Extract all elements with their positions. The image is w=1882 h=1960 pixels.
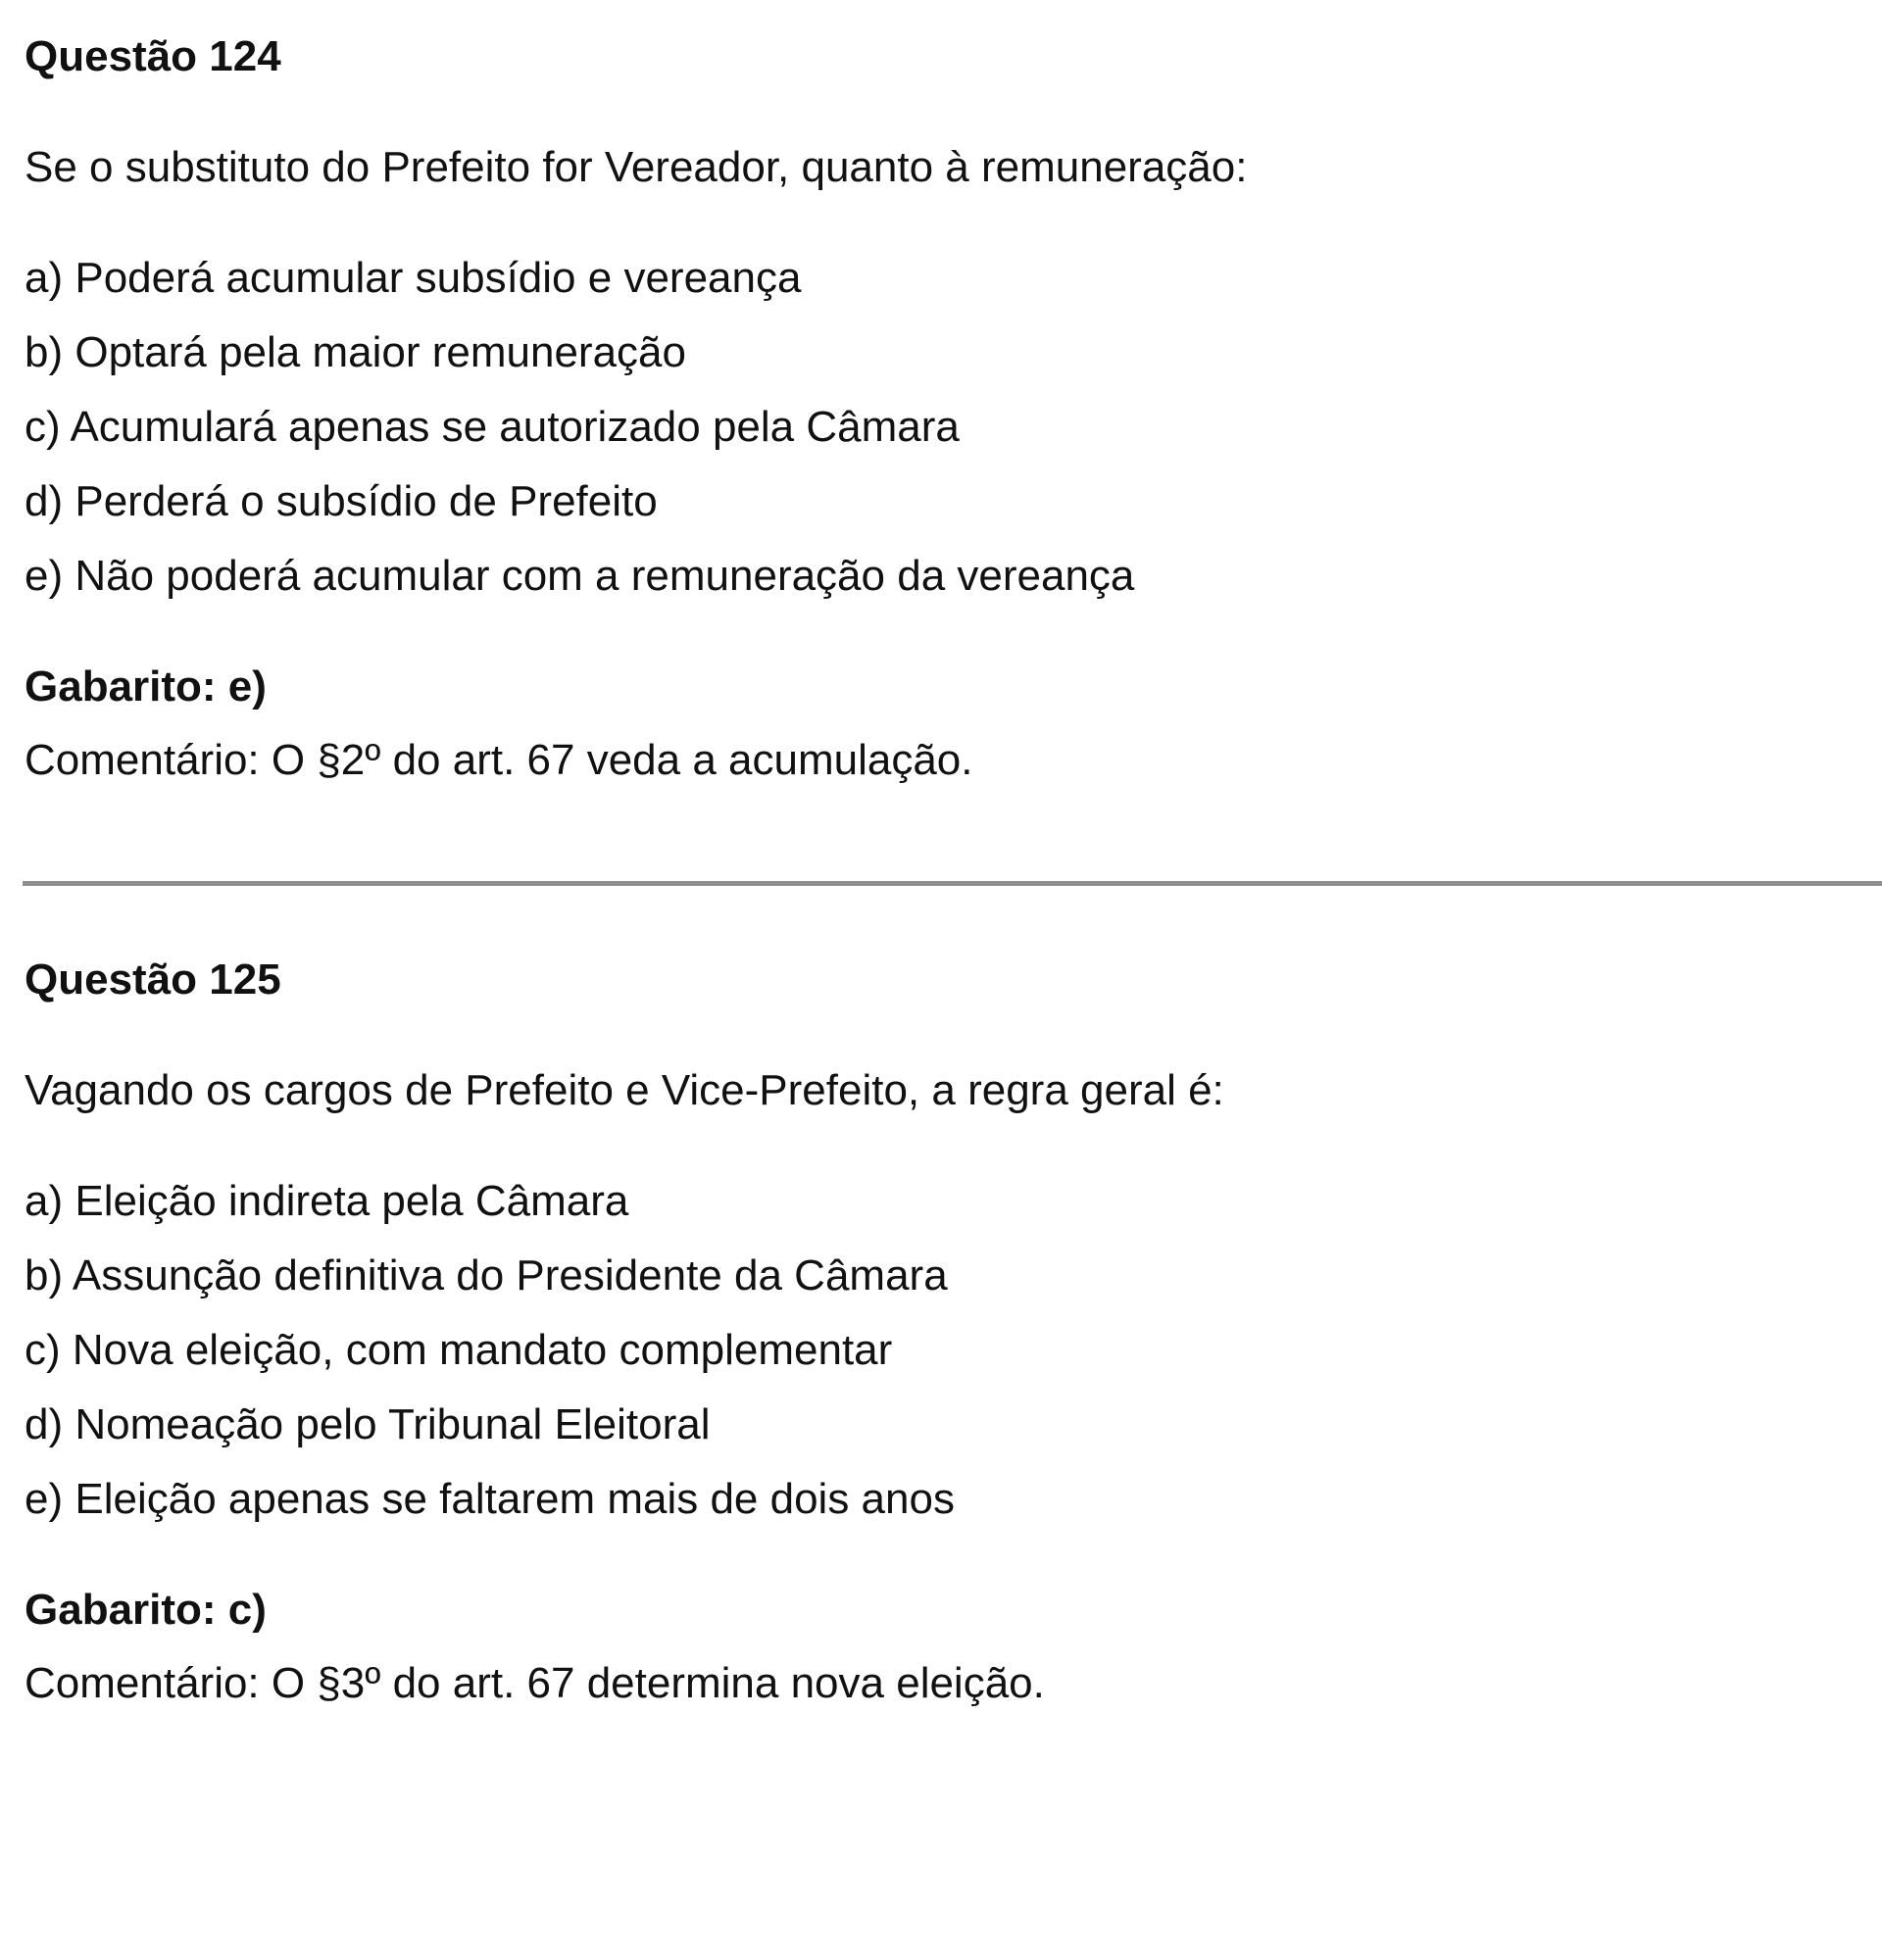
option-e: e) Eleição apenas se faltarem mais de dois anos	[25, 1475, 955, 1523]
option-c: c) Acumulará apenas se autorizado pela Câmara	[25, 403, 960, 451]
question-title: Questão 124	[25, 32, 281, 80]
option-d: d) Perderá o subsídio de Prefeito	[25, 477, 658, 525]
answer-key: Gabarito: e)	[25, 662, 267, 710]
option-e: e) Não poderá acumular com a remuneração da vereança	[25, 552, 1135, 600]
option-d: d) Nomeação pelo Tribunal Eleitoral	[25, 1400, 711, 1448]
option-b: b) Optará pela maior remuneração	[25, 328, 686, 376]
question-prompt: Se o substituto do Prefeito for Vereador, quanto à remuneração:	[25, 143, 1248, 191]
answer-comment: Comentário: O §3º do art. 67 determina nova eleição.	[25, 1659, 1045, 1707]
question-title: Questão 125	[25, 956, 281, 1004]
option-b: b) Assunção definitiva do Presidente da Câmara	[25, 1251, 948, 1299]
answer-comment: Comentário: O §2º do art. 67 veda a acumulação.	[25, 736, 973, 784]
question-prompt: Vagando os cargos de Prefeito e Vice-Prefeito, a regra geral é:	[25, 1066, 1224, 1114]
section-divider	[23, 881, 1882, 886]
answer-key: Gabarito: c)	[25, 1586, 267, 1634]
option-a: a) Eleição indireta pela Câmara	[25, 1177, 629, 1225]
option-a: a) Poderá acumular subsídio e vereança	[25, 254, 802, 302]
option-c: c) Nova eleição, com mandato complementar	[25, 1326, 893, 1374]
